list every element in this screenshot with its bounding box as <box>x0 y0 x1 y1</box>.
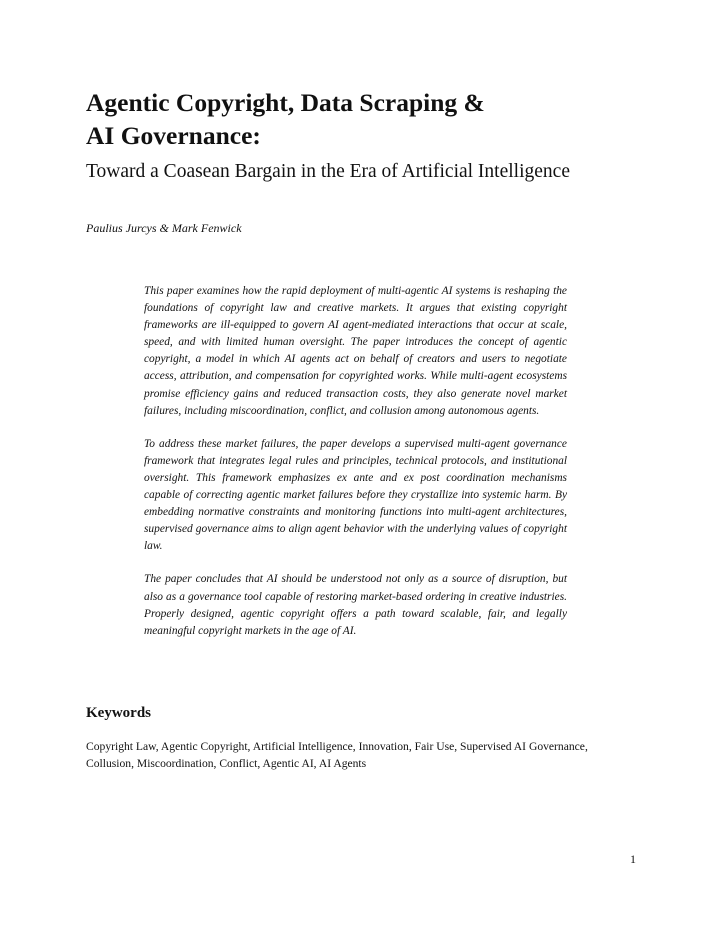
abstract <box>144 283 567 656</box>
paper-title-line-1: Agentic Copyright, Data Scraping & <box>86 88 485 117</box>
abstract-paragraph-2: To address these market failures, the paper develops a supervised multi-agent governance framework that integrates legal rules and principles, technical protocols, and institutional oversight. This framework emphasizes ex ante and ex post coordination mechanisms capable of correcting agentic market failures before they crystallize into systemic harm. By embedding normative constraints and monitoring functions into multi-agent architectures, supervised governance aims to align agent behavior with the underlying values of copyright law. <box>144 437 567 553</box>
paper-title <box>86 86 646 152</box>
abstract-paragraph-3: The paper concludes that AI should be understood not only as a source of disruption, but also as a governance tool capable of restoring market-based ordering in creative industries. Properly designed, agentic copyright offers a path toward scalable, fair, and legally meaningful copyright markets in the age of AI. <box>144 573 567 637</box>
paper-subtitle: Toward a Coasean Bargain in the Era of Artificial Intelligence <box>86 161 570 182</box>
keywords-heading: Keywords <box>86 705 151 721</box>
abstract-paragraph-1: This paper examines how the rapid deployment of multi-agentic AI systems is reshaping the foundations of copyright law and creative markets. It argues that existing copyright frameworks are ill-equipped to govern AI agent-mediated interactions that occur at scale, speed, and with limited human oversight. The paper introduces the concept of agentic copyright, a model in which AI agents act on behalf of creators and users to negotiate access, attribution, and compensation for copyrighted works. While multi-agent ecosystems promise efficiency gains and reduced transaction costs, they also generate novel market failures, including miscoordination, conflict, and collusion among autonomous agents. <box>144 285 567 417</box>
authors: Paulius Jurcys & Mark Fenwick <box>86 221 242 235</box>
keywords-list: Copyright Law, Agentic Copyright, Artificial Intelligence, Innovation, Fair Use, Supervised AI Governance, Collusion, Miscoordination, Conflict, Agentic AI, AI Agents <box>86 740 588 770</box>
paper-title-line-2: AI Governance: <box>86 121 261 150</box>
page-number: 1 <box>630 852 636 866</box>
